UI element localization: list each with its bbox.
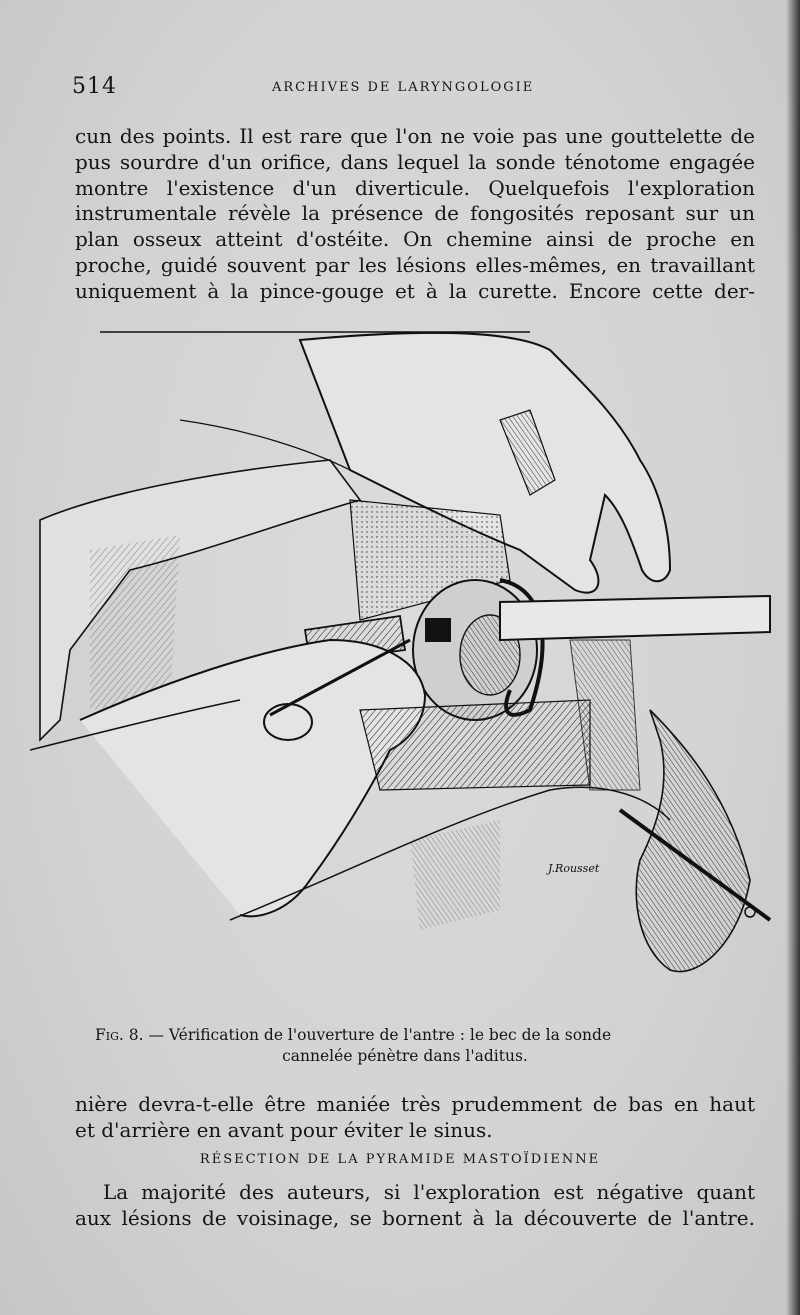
text-line: pus sourdre d'un orifice, dans lequel la sonde ténotome engagée (75, 149, 755, 174)
text-line: cun des points. Il est rare que l'on ne voie pas une gouttelette de (75, 124, 755, 148)
patient-hair (636, 710, 750, 972)
text-line: uniquement à la pince-gouge et à la curette. Encore cette der- (75, 278, 755, 303)
hatched-tissue (360, 700, 590, 790)
surgical-illustration (30, 320, 790, 1010)
caption-line-2: cannelée pénètre dans l'aditus. (282, 1047, 528, 1065)
running-head: ARCHIVES DE LARYNGOLOGIE (272, 80, 535, 95)
text-line: nière devra-t-elle être maniée très prudemment de bas en haut (75, 1092, 755, 1116)
figure-caption (95, 1025, 715, 1067)
text-line: aux lésions de voisinage, se bornent à la découverte de l'antre. (75, 1205, 755, 1230)
text-line: montre l'existence d'un diverticule. Quelquefois l'exploration (75, 175, 755, 200)
page-edge-shadow (786, 0, 800, 1315)
probe-tip (425, 618, 451, 642)
bottom-paragraph (75, 1092, 755, 1144)
text-line: plan osseux atteint d'ostéite. On chemine ainsi de proche en (75, 227, 755, 252)
text-line: La majorité des auteurs, si l'exploration est négative quant (103, 1180, 755, 1204)
page-header (72, 74, 732, 104)
figure-label: Fig. 8. (95, 1026, 144, 1044)
top-paragraph (75, 124, 755, 305)
caption-text-1: — Vérification de l'ouverture de l'antre : le bec de la sonde (148, 1026, 612, 1044)
page-number: 514 (72, 74, 117, 99)
text-line: et d'arrière en avant pour éviter le sinus. (75, 1117, 493, 1142)
scalpel-screw (745, 907, 755, 917)
retractor (500, 596, 770, 640)
text-line: instrumentale révèle la présence de fongosités reposant sur un (75, 201, 755, 226)
text-line: proche, guidé souvent par les lésions elles-mêmes, en travaillant (75, 252, 755, 277)
section-heading: RÉSECTION DE LA PYRAMIDE MASTOÏDIENNE (199, 1152, 601, 1167)
artist-signature: J.Rousset (548, 862, 600, 875)
illustration-drawing (30, 320, 790, 1010)
last-paragraph (75, 1180, 755, 1232)
caption-line-1 (95, 1025, 715, 1046)
